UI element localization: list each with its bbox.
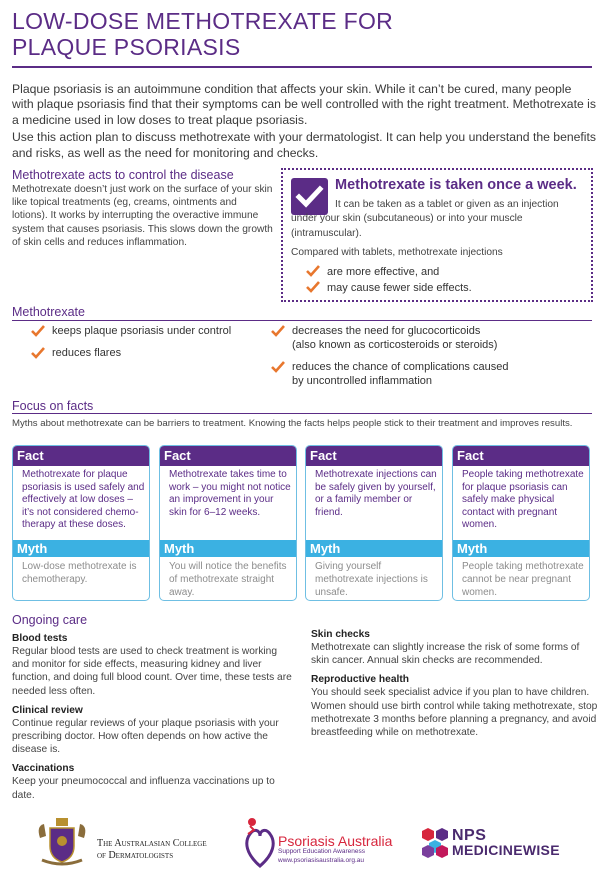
psoriasis-australia-name: Psoriasis Australia — [278, 833, 393, 849]
vaccinations-title: Vaccinations — [12, 763, 75, 775]
blood-tests-title: Blood tests — [12, 633, 68, 644]
myth-label: Myth — [453, 540, 589, 557]
methotrexate-heading: Methotrexate — [12, 305, 85, 319]
myth-label: Myth — [13, 540, 149, 557]
methotrexate-divider — [12, 320, 592, 321]
clinical-review-text: Continue regular reviews of your plaque psoriasis with your prescribing doctor. How often depends on how active the disease is. — [12, 717, 279, 756]
tick-icon — [30, 346, 46, 360]
methotrexate-list-left — [30, 324, 231, 368]
medicinewise-text: MEDICINEWISE — [452, 842, 560, 858]
benefit-complications-cont: by uncontrolled inflammation — [292, 375, 433, 387]
fact-label: Fact — [160, 446, 296, 466]
benefit-flares: reduces flares — [52, 347, 122, 359]
tick-icon — [305, 280, 321, 294]
skin-checks-text: Methotrexate can slightly increase the risk of some forms of skin cancer. Annual skin checks are recommended. — [311, 642, 580, 667]
facts-heading: Focus on facts — [12, 399, 94, 413]
myth-text: Low-dose methotrexate is chemotherapy. — [22, 561, 137, 585]
tick-icon — [270, 360, 286, 374]
heart-figure-icon — [242, 814, 278, 870]
fact-text: Methotrexate takes time to work – you might not notice an improvement in your skin for 6–12 weeks. — [169, 469, 291, 518]
fact-label: Fact — [13, 446, 149, 466]
page-title — [12, 8, 512, 60]
list-item — [270, 324, 508, 352]
skin-checks-title: Skin checks — [311, 629, 370, 640]
list-item — [270, 360, 508, 388]
intro-paragraph-2: Use this action plan to discuss methotrexate with your dermatologist. It can help you understand the benefits and risks, as well as the need for monitoring and checks. — [12, 130, 596, 160]
myth-label: Myth — [160, 540, 296, 557]
tick-icon — [270, 324, 286, 338]
acts-heading: Methotrexate acts to control the disease — [12, 168, 234, 182]
list-item — [30, 324, 231, 338]
fact-myth-cards — [12, 445, 596, 601]
myth-text: People taking methotrexate cannot be near pregnant women. — [462, 561, 584, 598]
benefit-glucocorticoids-note: (also known as corticosteroids or steroids) — [292, 339, 498, 351]
tick-icon — [30, 324, 46, 338]
clinical-review-title: Clinical review — [12, 704, 83, 716]
title-line-1: LOW-DOSE METHOTREXATE FOR — [12, 8, 394, 34]
intro-paragraph-1: Plaque psoriasis is an autoimmune condition that affects your skin. While it can’t be cured, many people with plaque psoriasis find that their symptoms can be well controlled with the right treatment. Methotrexate is a medicine used in low doses to treat plaque psoriasis. — [12, 82, 596, 127]
list-item — [30, 346, 231, 360]
list-item — [305, 264, 472, 280]
fact-card-3 — [305, 445, 443, 601]
crest-icon — [34, 816, 90, 868]
reproductive-text: You should seek specialist advice if you plan to have children. Women should use birth control while taking methotrexate, stop methotrexate 3 months before planning a pregnancy, and avoid breastfeeding while on methotrexate. — [311, 687, 598, 739]
nps-medicinewise-logo — [420, 826, 600, 866]
myth-text: Giving yourself methotrexate injections is unsafe. — [315, 561, 428, 598]
weekly-dose-box — [281, 168, 593, 302]
psoriasis-australia-logo — [240, 812, 400, 874]
tick-icon — [305, 264, 321, 278]
acts-text: Methotrexate doesn’t just work on the surface of your skin like topical treatments (eg, creams, ointments and lotions). It works by interrupting the overactive immune system that causes psoriasis. This slows down the growth of skin cells and reduces inflammation. — [12, 184, 273, 248]
weekly-title: Methotrexate is taken once a week. — [335, 177, 577, 193]
footer-logos — [0, 812, 606, 878]
myth-text: You will notice the benefits of methotrexate straight away. — [169, 561, 287, 598]
acd-name-line-1: The Australasian College — [97, 838, 207, 849]
fact-label: Fact — [306, 446, 442, 466]
nps-text: NPS — [452, 827, 487, 844]
fact-card-4 — [452, 445, 590, 601]
care-right-column — [311, 628, 599, 745]
fact-label: Fact — [453, 446, 589, 466]
intro-section — [12, 82, 596, 161]
list-item — [305, 280, 472, 296]
facts-divider — [12, 413, 592, 414]
psoriasis-australia-tagline: Support Education Awareness — [278, 848, 365, 855]
care-heading: Ongoing care — [12, 613, 88, 627]
benefit-glucocorticoids: decreases the need for glucocorticoids — [292, 325, 481, 337]
benefit-complications: reduces the chance of complications caused — [292, 361, 509, 373]
benefit-control: keeps plaque psoriasis under control — [52, 325, 232, 337]
weekly-text: It can be taken as a tablet or given as an injection under your skin (subcutaneous) or into your muscle (intramuscular). — [291, 199, 559, 239]
weekly-benefit-2: may cause fewer side effects. — [327, 282, 472, 294]
psoriasis-australia-url: www.psoriasisaustralia.org.au — [278, 857, 364, 864]
reproductive-title: Reproductive health — [311, 674, 409, 686]
acts-section — [12, 168, 274, 249]
acd-name — [97, 838, 207, 861]
methotrexate-list-right — [270, 324, 508, 396]
fact-card-1 — [12, 445, 150, 601]
vaccinations-text: Keep your pneumococcal and influenza vaccinations up to date. — [12, 776, 275, 801]
acd-logo — [34, 816, 254, 868]
blood-tests-text: Regular blood tests are used to check treatment is working and monitor for side effects, measuring kidney and liver function, and doing full blood count. Over time, these tests are needed less often. — [12, 646, 292, 697]
weekly-benefit-1: are more effective, and — [327, 266, 440, 278]
title-line-2: PLAQUE PSORIASIS — [12, 34, 241, 60]
hexagon-cluster-icon — [420, 826, 450, 860]
weekly-benefits-list — [305, 264, 472, 296]
fact-text: People taking methotrexate for plaque psoriasis can safely make physical contact with pregnant women. — [462, 469, 584, 531]
fact-text: Methotrexate for plaque psoriasis is used safely and effectively at low doses – it’s not considered chemo-therapy at these doses. — [22, 469, 145, 531]
weekly-compare: Compared with tablets, methotrexate injections — [291, 247, 503, 258]
care-left-column — [12, 632, 294, 808]
title-divider — [12, 66, 592, 68]
facts-intro: Myths about methotrexate can be barriers to treatment. Knowing the facts helps people stick to their treatment and improves results. — [12, 418, 573, 429]
fact-text: Methotrexate injections can be safely given by yourself, or a family member or friend. — [315, 469, 437, 518]
myth-label: Myth — [306, 540, 442, 557]
fact-card-2 — [159, 445, 297, 601]
acd-name-line-2: of Dermatologists — [97, 849, 174, 861]
